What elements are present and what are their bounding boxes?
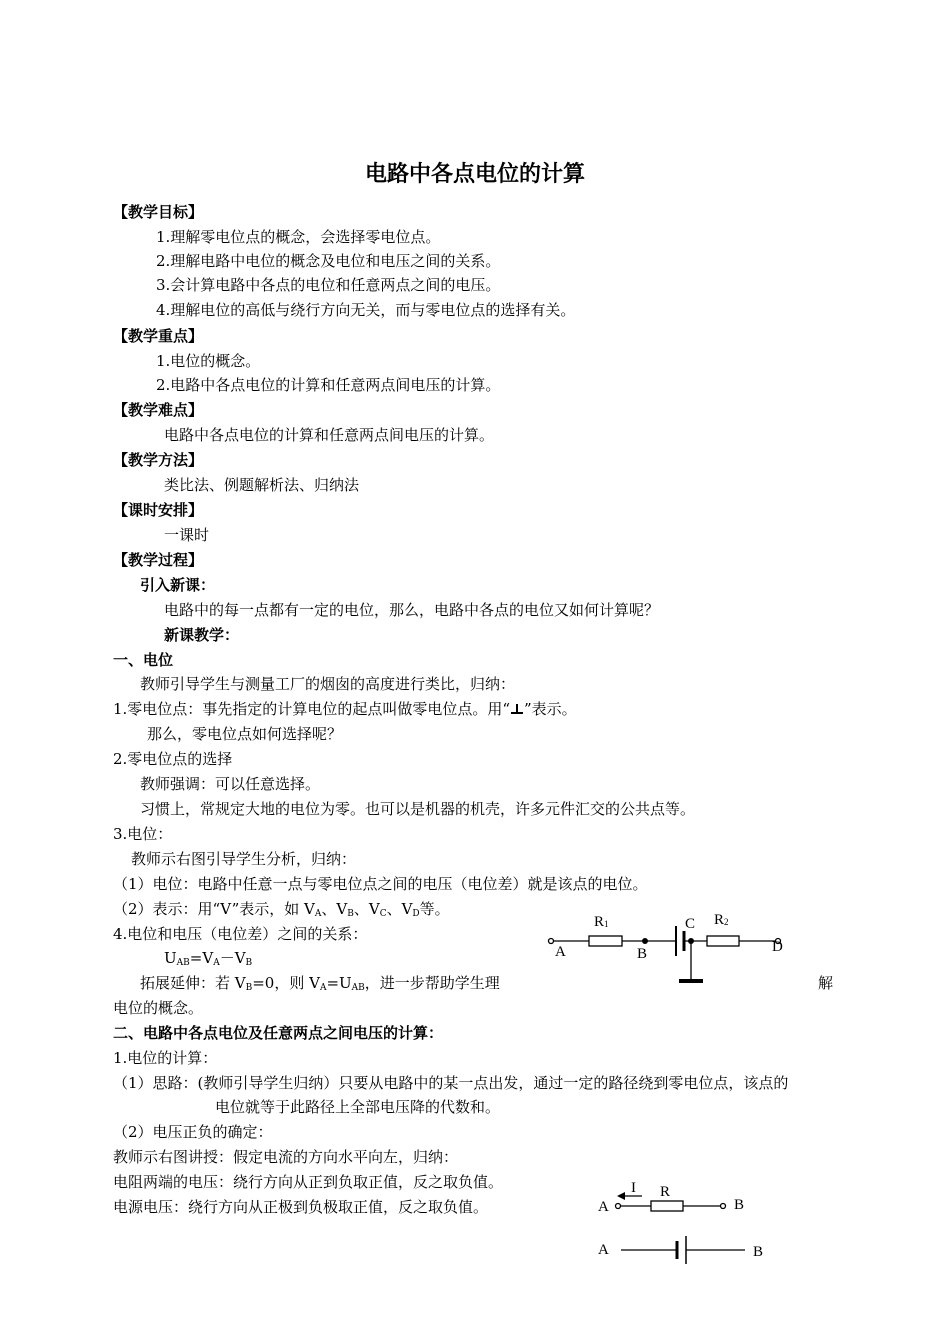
key-points-heading: 【教学重点】 bbox=[113, 327, 204, 345]
key-point-item: 1.电位的概念。 bbox=[156, 352, 261, 370]
resistor-label: R bbox=[660, 1184, 671, 1200]
fig2-b-label: B bbox=[734, 1197, 745, 1213]
part1-line: 习惯上，常规定大地的电位为零。也可以是机器的机壳，许多元件汇交的公共点等。 bbox=[140, 800, 696, 818]
formula: $U_{AB}=V_A-V_B$ bbox=[164, 949, 253, 968]
methods-heading: 【教学方法】 bbox=[113, 451, 204, 469]
extension-line-end: 解 bbox=[818, 974, 834, 992]
part2-line: 电位就等于此路径上全部电压降的代数和。 bbox=[215, 1098, 501, 1116]
node-a-label: A bbox=[555, 944, 566, 960]
methods-text: 类比法、例题解析法、归纳法 bbox=[164, 476, 360, 494]
objective-item: 4.理解电位的高低与绕行方向无关，而与零电位点的选择有关。 bbox=[156, 301, 576, 319]
part2-line: 教师示右图讲授：假定电流的方向水平向左，归纳： bbox=[113, 1148, 459, 1166]
part1-line: 教师强调：可以任意选择。 bbox=[140, 775, 321, 793]
r2-label: R2 bbox=[714, 912, 729, 928]
process-heading: 【教学过程】 bbox=[113, 551, 204, 569]
extension-line: 拓展延伸：若 $V_B=0$，则 $V_A=U_{AB}$，进一步帮助学生理 bbox=[140, 974, 500, 993]
part1-line: （1）电位：电路中任意一点与零电位点之间的电压（电位差）就是该点的电位。 bbox=[113, 875, 648, 893]
part1-line: 教师示右图引导学生分析，归纳： bbox=[131, 850, 357, 868]
current-label: I bbox=[631, 1180, 636, 1196]
node-d-label: D bbox=[772, 939, 783, 955]
node-b-label: B bbox=[637, 946, 648, 962]
part1-line: 3.电位： bbox=[113, 825, 173, 843]
schedule-text: 一课时 bbox=[164, 526, 210, 544]
key-point-item: 2.电路中各点电位的计算和任意两点间电压的计算。 bbox=[156, 376, 501, 394]
intro-text: 电路中的每一点都有一定的电位，那么，电路中各点的电位又如何计算呢？ bbox=[164, 601, 660, 619]
part1-line: （2）表示：用“V”表示，如 $V_A$、$V_B$、$V_C$、$V_D$等。 bbox=[113, 900, 450, 919]
part1-line: 2.零电位点的选择 bbox=[113, 750, 233, 768]
part1-heading: 一、电位 bbox=[113, 651, 174, 669]
difficulties-text: 电路中各点电位的计算和任意两点间电压的计算。 bbox=[164, 426, 495, 444]
part2-line: （2）电压正负的确定： bbox=[113, 1123, 273, 1141]
objectives-heading: 【教学目标】 bbox=[113, 203, 204, 221]
fig2-source-b-label: B bbox=[753, 1244, 764, 1260]
r1-label: R1 bbox=[594, 914, 609, 930]
part2-line: 1.电位的计算： bbox=[113, 1049, 218, 1067]
node-c-label: C bbox=[685, 916, 696, 932]
schedule-heading: 【课时安排】 bbox=[113, 501, 204, 519]
new-lesson-label: 新课教学： bbox=[164, 626, 240, 644]
intro-label: 引入新课： bbox=[140, 576, 216, 594]
part1-line: 教师引导学生与测量工厂的烟囱的高度进行类比，归纳： bbox=[140, 675, 516, 693]
part2-line: 电源电压：绕行方向从正极到负极取正值，反之取负值。 bbox=[113, 1198, 489, 1216]
fig2-source-a-label: A bbox=[598, 1242, 609, 1258]
objective-item: 2.理解电路中电位的概念及电位和电压之间的关系。 bbox=[156, 252, 501, 270]
objective-item: 1.理解零电位点的概念，会选择零电位点。 bbox=[156, 228, 441, 246]
objective-item: 3.会计算电路中各点的电位和任意两点之间的电压。 bbox=[156, 276, 501, 294]
part1-line: 电位的概念。 bbox=[113, 999, 204, 1017]
difficulties-heading: 【教学难点】 bbox=[113, 401, 204, 419]
part2-line: 电阻两端的电压：绕行方向从正到负取正值，反之取负值。 bbox=[113, 1173, 504, 1191]
fig2-a-label: A bbox=[598, 1199, 609, 1215]
part1-line: 1.零电位点：事先指定的计算电位的起点叫做零电位点。用“ ”表示。 bbox=[113, 700, 577, 718]
part2-line: （1）思路：(教师引导学生归纳）只要从电路中的某一点出发，通过一定的路径绕到零电位点，该点的 bbox=[113, 1074, 789, 1092]
part1-line: 4.电位和电压（电位差）之间的关系： bbox=[113, 925, 368, 943]
page-title: 电路中各点电位的计算 bbox=[364, 162, 585, 187]
part2-heading: 二、电路中各点电位及任意两点之间电压的计算： bbox=[113, 1024, 444, 1042]
part1-line: 那么，零电位点如何选择呢？ bbox=[147, 725, 343, 743]
